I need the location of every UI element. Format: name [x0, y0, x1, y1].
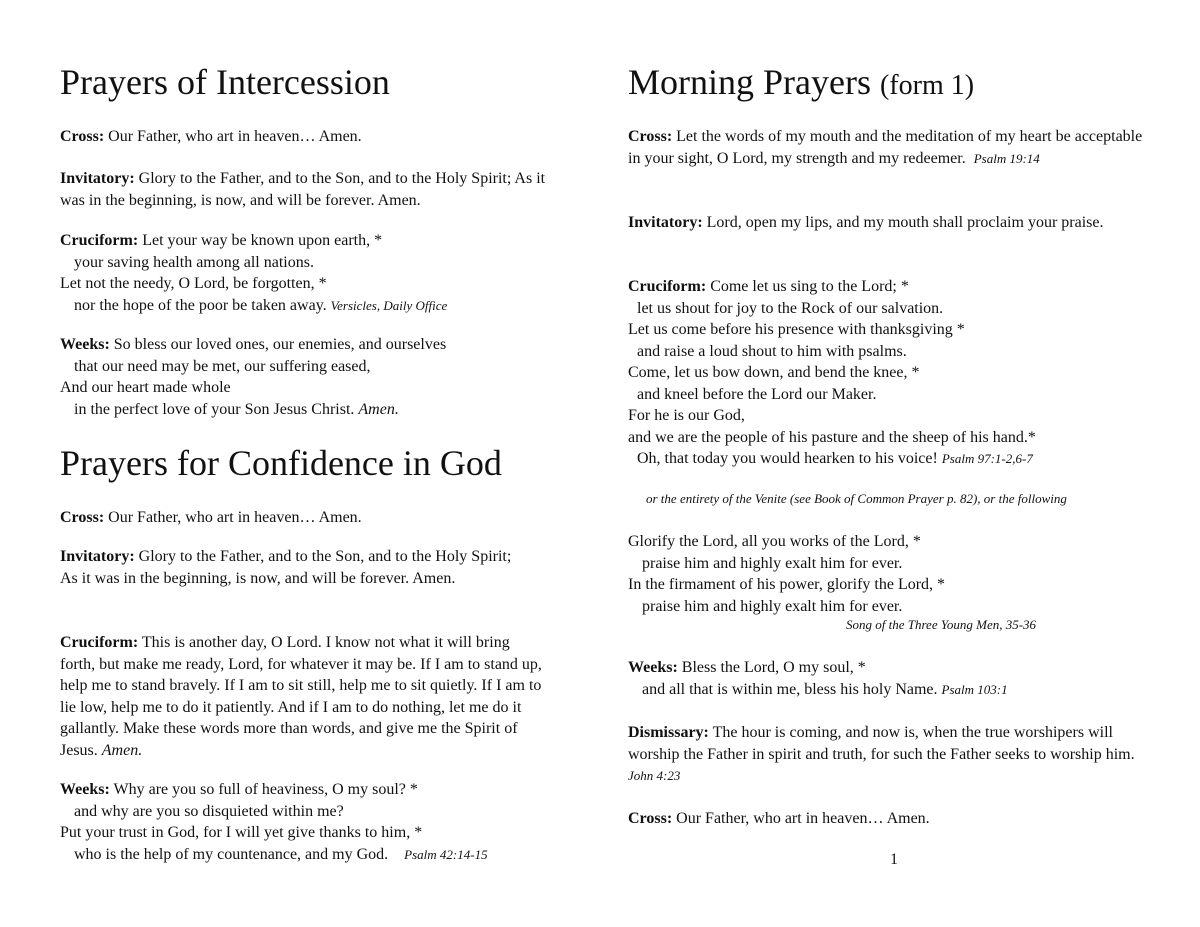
scripture-reference: Psalm 19:14 [973, 150, 1040, 166]
cross-label: Cross: [60, 509, 105, 526]
morning-dismissary [628, 722, 1158, 787]
verse-line: And our heart made whole [60, 379, 231, 396]
verse-line: let us shout for joy to the Rock of our salvation. [637, 299, 944, 317]
page-number: 1 [890, 851, 898, 868]
intercession-invitatory [60, 168, 565, 211]
verse-line: Bless the Lord, O my soul, * [677, 659, 866, 676]
invitatory-label: Invitatory: [60, 170, 135, 187]
title-sub: (form 1) [879, 70, 975, 101]
scripture-reference: John 4:23 [628, 768, 681, 783]
amen-text: Amen. [101, 741, 143, 759]
weeks-label: Weeks: [60, 781, 110, 798]
cross-label: Cross: [628, 810, 673, 827]
verse-line: Glorify the Lord, all you works of the Lord, * [628, 533, 921, 550]
verse-line: Why are you so full of heaviness, O my soul? * [109, 781, 418, 798]
verse-text: in the perfect love of your Son Jesus Christ. [74, 400, 355, 418]
cruciform-label: Cruciform: [60, 634, 139, 651]
invitatory-label: Invitatory: [60, 548, 135, 565]
verse-line-with-ref [60, 844, 488, 866]
verse-line: and kneel before the Lord our Maker. [637, 385, 877, 403]
verse-line: For he is our God, [628, 407, 745, 424]
invitatory-text: Lord, open my lips, and my mouth shall proclaim your praise. [702, 214, 1104, 231]
verse-line: and why are you so disquieted within me? [74, 802, 344, 820]
verse-line: So bless our loved ones, our enemies, and ourselves [109, 336, 447, 353]
intercession-cross [60, 126, 362, 148]
amen-text: Amen. [358, 400, 399, 418]
verse-line: In the firmament of his power, glorify the Lord, * [628, 576, 946, 593]
verse-line: Let us come before his presence with thanksgiving * [628, 321, 965, 338]
cruciform-label: Cruciform: [628, 278, 707, 295]
morning-prayers-title [628, 62, 974, 106]
cruciform-label: Cruciform: [60, 232, 139, 249]
verse-line: Come let us sing to the Lord; * [706, 278, 909, 295]
scripture-reference: Versicles, Daily Office [330, 297, 448, 313]
verse-line: and we are the people of his pasture and the sheep of his hand.* [628, 428, 1036, 446]
morning-cross [628, 126, 1148, 169]
scripture-reference: Song of the Three Young Men, 35-36 [846, 617, 1037, 632]
cross-text: Let the words of my mouth and the meditation of my heart be acceptable in your sight, O Lord, my strength and my redeemer. [628, 128, 1143, 167]
verse-line: Put your trust in God, for I will yet give thanks to him, * [60, 824, 423, 841]
confidence-cruciform [60, 632, 546, 761]
morning-cruciform [628, 276, 1036, 470]
verse-text: and all that is within me, bless his holy Name. [642, 680, 938, 698]
verse-text: Oh, that today you would hearken to his voice! [637, 450, 938, 467]
dismissary-label: Dismissary: [628, 724, 709, 741]
verse-line: Let not the needy, O Lord, be forgotten, * [60, 275, 327, 292]
dismissary-text: The hour is coming, and now is, when the true worshipers will worship the Father in spirit and truth, for such the Father seeks to worship him. [628, 724, 1135, 763]
cross-text: Our Father, who art in heaven… Amen. [104, 128, 362, 145]
verse-line: Come, let us bow down, and bend the knee, * [628, 364, 920, 381]
verse-text: who is the help of my countenance, and my God. [74, 845, 389, 863]
cross-label: Cross: [60, 128, 105, 145]
verse-line: praise him and highly exalt him for ever. [642, 554, 903, 572]
verse-line-with-ref [628, 679, 1008, 701]
verse-line: Let your way be known upon earth, * [138, 232, 383, 249]
verse-line: that our need may be met, our suffering eased, [74, 357, 371, 375]
intercession-cruciform [60, 230, 447, 316]
morning-glorify [628, 531, 945, 617]
invitatory-label: Invitatory: [628, 214, 703, 231]
verse-line-with-ref [60, 295, 447, 317]
intercession-weeks [60, 334, 446, 420]
invitatory-text: Glory to the Father, and to the Son, and to the Holy Spirit; As it was in the beginning, is now, and will be forever. Amen. [60, 170, 546, 209]
scripture-reference: Psalm 97:1-2,6-7 [941, 451, 1033, 466]
confidence-weeks [60, 779, 488, 865]
verse-line: praise him and highly exalt him for ever. [642, 597, 903, 615]
morning-weeks [628, 657, 1008, 700]
cross-text: Our Father, who art in heaven… Amen. [672, 810, 930, 827]
verse-text: nor the hope of the poor be taken away. [74, 296, 327, 314]
scripture-reference: Psalm 103:1 [941, 681, 1008, 697]
weeks-label: Weeks: [60, 336, 110, 353]
invitatory-text: Glory to the Father, and to the Son, and to the Holy Spirit; As it was in the beginning, is now, and will be forever. Amen. [60, 548, 512, 587]
verse-line-with-amen [60, 399, 446, 421]
confidence-title: Prayers for Confidence in God [60, 443, 502, 483]
morning-cross-closing [628, 808, 930, 830]
verse-line: your saving health among all nations. [74, 253, 314, 271]
intercession-title: Prayers of Intercession [60, 62, 390, 102]
venite-note: or the entirety of the Venite (see Book of Common Prayer p. 82), or the following [646, 491, 1067, 506]
scripture-reference: Psalm 42:14-15 [404, 846, 488, 862]
verse-line: and raise a loud shout to him with psalms. [637, 342, 907, 360]
weeks-label: Weeks: [628, 659, 678, 676]
cross-text: Our Father, who art in heaven… Amen. [104, 509, 362, 526]
verse-line-with-ref [628, 448, 1036, 470]
morning-invitatory [628, 212, 1128, 234]
cross-label: Cross: [628, 128, 673, 145]
cruciform-text: This is another day, O Lord. I know not what it will bring forth, but make me ready, Lord, for whatever it may be. If I am to stand up, help me to stand bravely. If I am to sit still, help me to sit quietly. If I am to lie low, help me to do it patiently. And if I am to do nothing, let me do it gallantly. Make these words more than words, and give me the Spirit of Jesus. [60, 634, 542, 759]
confidence-invitatory [60, 546, 530, 589]
title-main: Morning Prayers [628, 62, 871, 102]
confidence-cross [60, 507, 362, 529]
